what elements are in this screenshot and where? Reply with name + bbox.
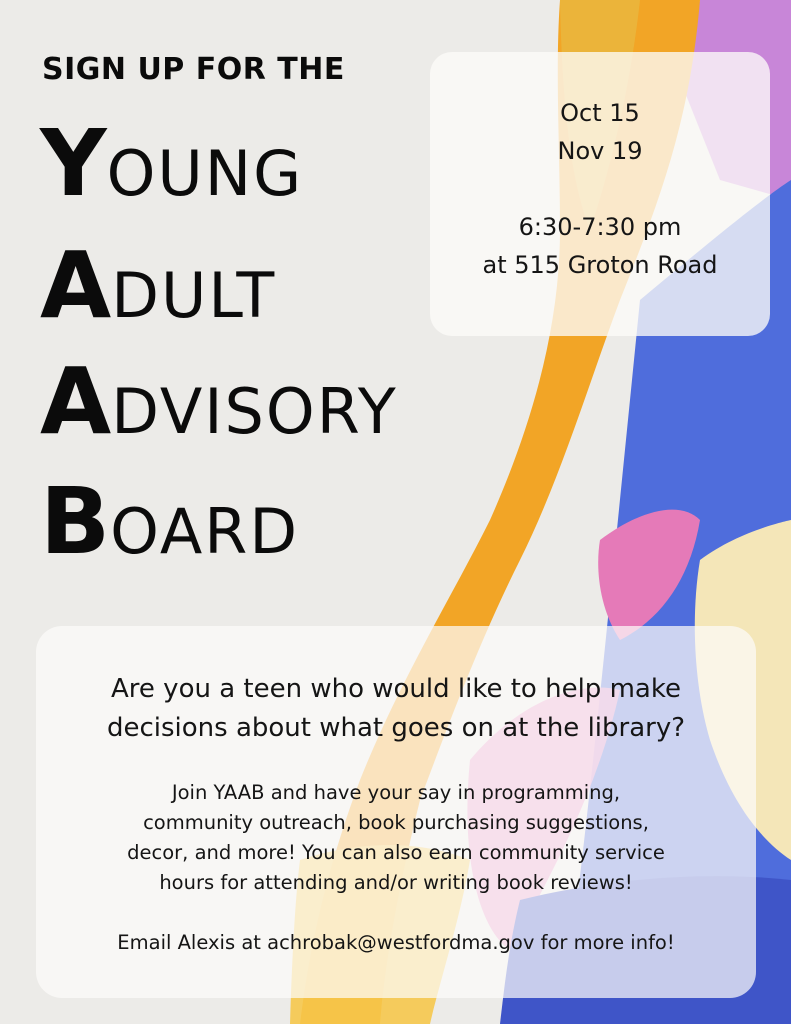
title-initial: B <box>40 468 111 575</box>
title-line-young <box>40 110 304 217</box>
title-initial: Y <box>40 110 107 217</box>
date-2: Nov 19 <box>557 137 643 165</box>
description-line: decor, and more! You can also earn community service <box>127 841 665 864</box>
description-line: Join YAAB and have your say in programming, <box>171 781 621 804</box>
date-1: Oct 15 <box>560 99 640 127</box>
question-text <box>36 670 756 748</box>
kicker-heading: SIGN UP FOR THE <box>42 52 345 87</box>
question-line: decisions about what goes on at the library? <box>106 713 686 743</box>
schedule-box <box>430 52 770 336</box>
title-rest: DVISORY <box>111 375 398 448</box>
time: 6:30-7:30 pm <box>518 213 682 241</box>
description-text <box>36 778 756 898</box>
location: at 515 Groton Road <box>482 251 718 279</box>
question-line: Are you a teen who would like to help make <box>111 674 681 704</box>
description-line: hours for attending and/or writing book reviews! <box>159 871 633 894</box>
contact-text: Email Alexis at achrobak@westfordma.gov for more info! <box>117 931 675 954</box>
title-initial: A <box>40 232 112 339</box>
title-rest: OARD <box>110 495 300 568</box>
title-line-advisory <box>40 348 398 455</box>
title-initial: A <box>40 348 112 455</box>
description-line: community outreach, book purchasing suggestions, <box>143 811 649 834</box>
title-rest: DULT <box>111 259 277 332</box>
title-line-board <box>40 468 300 575</box>
title-rest: OUNG <box>106 137 304 210</box>
title-line-adult <box>40 232 277 339</box>
info-box <box>36 626 756 998</box>
